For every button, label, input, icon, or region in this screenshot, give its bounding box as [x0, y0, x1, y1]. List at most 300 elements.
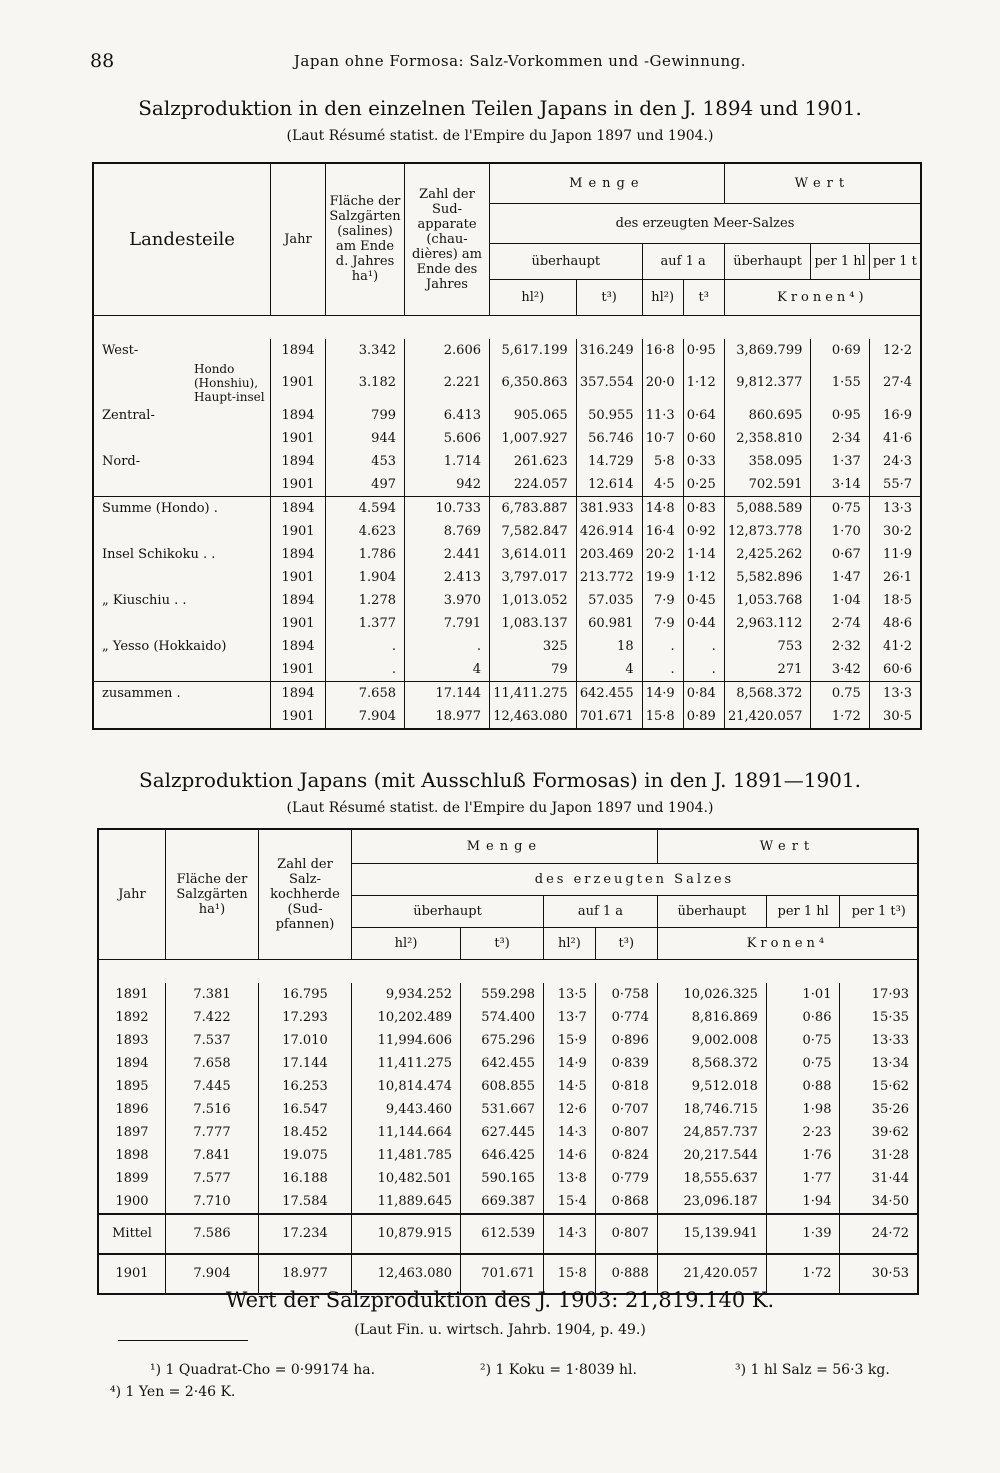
cell-t-a: 0·758	[595, 983, 657, 1006]
cell-apparatus: 2.606	[405, 339, 490, 362]
cell-per-hl: 1·98	[766, 1098, 840, 1121]
cell-apparatus: 4	[405, 658, 490, 682]
cell-per-t: 30·53	[840, 1254, 918, 1294]
cell-hl-a: 16·4	[642, 520, 683, 543]
cell-t: 56.746	[576, 427, 642, 450]
header-sudapparate: Zahl der Sudapparate (chaudières) am Ende des Jahres	[405, 163, 490, 315]
cell-hl-a: 15·4	[544, 1190, 596, 1214]
cell-hl: 11,144.664	[352, 1121, 461, 1144]
cell-per-hl: 1·47	[811, 566, 869, 589]
cell-t: 669.387	[461, 1190, 544, 1214]
cell-hl-a: 14·9	[544, 1052, 596, 1075]
row-label: Zentral-	[93, 404, 271, 427]
cell-hl: 79	[490, 658, 577, 682]
cell-value: 21,420.057	[657, 1254, 766, 1294]
cell-hl-a: .	[642, 658, 683, 682]
table-row	[98, 1098, 918, 1121]
cell-per-hl: 0·67	[811, 543, 869, 566]
cell-per-t: 35·26	[840, 1098, 918, 1121]
cell-t-a: 0·839	[595, 1052, 657, 1075]
cell-t-a: 0·44	[683, 612, 724, 635]
cell-per-hl: 1·94	[766, 1190, 840, 1214]
cell-per-t: 13·33	[840, 1029, 918, 1052]
cell-hl: 12,463.080	[490, 705, 577, 729]
unit-hl-a: hl²)	[642, 279, 683, 315]
cell-year: 1901	[271, 362, 326, 404]
cell-hl: 261.623	[490, 450, 577, 473]
cell-per-hl: 1·39	[766, 1214, 840, 1254]
cell-hl: 1,007.927	[490, 427, 577, 450]
cell-per-hl: 0·95	[811, 404, 869, 427]
cell-t-a: 0·83	[683, 496, 724, 520]
cell-hl-a: 10·7	[642, 427, 683, 450]
cell-t: 57.035	[576, 589, 642, 612]
header-wert: Wert	[724, 163, 921, 203]
cell-t: 675.296	[461, 1029, 544, 1052]
table2-title: Salzproduktion Japans (mit Ausschluß Formosas) in den J. 1891—1901.	[139, 768, 861, 792]
cell-area: 7.586	[166, 1214, 259, 1254]
cell-hl: 11,411.275	[352, 1052, 461, 1075]
cell-value: 9,512.018	[657, 1075, 766, 1098]
header-menge: Menge	[352, 829, 658, 863]
table2	[97, 828, 919, 1295]
cell-value: 12,873.778	[724, 520, 811, 543]
cell-value: 860.695	[724, 404, 811, 427]
cell-value: 9,002.008	[657, 1029, 766, 1052]
cell-value: 18,555.637	[657, 1167, 766, 1190]
row-group-label: Hondo (Honshiu), Haupt-insel	[93, 362, 271, 404]
cell-t-a: 0·60	[683, 427, 724, 450]
cell-t: 50.955	[576, 404, 642, 427]
footnote-2: ²) 1 Koku = 1·8039 hl.	[480, 1362, 637, 1378]
table2-source: (Laut Résumé statist. de l'Empire du Japon 1897 und 1904.)	[286, 800, 714, 816]
cell-hl: 7,582.847	[490, 520, 577, 543]
table-row	[93, 566, 921, 589]
cell-per-t: 17·93	[840, 983, 918, 1006]
cell-value: 8,816.869	[657, 1006, 766, 1029]
row-label: Insel Schikoku . .	[93, 543, 271, 566]
table-row	[93, 681, 921, 705]
cell-t-a: 0·779	[595, 1167, 657, 1190]
header-menge-ueberhaupt: überhaupt	[490, 243, 643, 279]
cell-hl-a: 14·3	[544, 1214, 596, 1254]
table-row	[93, 705, 921, 729]
cell-area: 799	[326, 404, 405, 427]
cell-area: 7.537	[166, 1029, 259, 1052]
cell-apparatus: 18.977	[405, 705, 490, 729]
cell-per-hl: 0·75	[766, 1052, 840, 1075]
cell-year: 1894	[271, 635, 326, 658]
cell-value: 10,026.325	[657, 983, 766, 1006]
row-label	[93, 566, 271, 589]
cell-t: 203.469	[576, 543, 642, 566]
table1-body	[93, 315, 921, 729]
cell-t-a: 0·824	[595, 1144, 657, 1167]
cell-year: 1901	[271, 473, 326, 497]
cell-t-a: 0·818	[595, 1075, 657, 1098]
cell-per-t: 30·5	[869, 705, 921, 729]
cell-t: 213.772	[576, 566, 642, 589]
table-row	[93, 404, 921, 427]
cell-year: 1901	[98, 1254, 166, 1294]
cell-per-hl: 0·69	[811, 339, 869, 362]
cell-per-t: 48·6	[869, 612, 921, 635]
cell-per-t: 16·9	[869, 404, 921, 427]
cell-apparatus: 1.714	[405, 450, 490, 473]
cell-year: 1901	[271, 658, 326, 682]
cell-t-a: 0·95	[683, 339, 724, 362]
cell-year: 1901	[271, 566, 326, 589]
cell-t-a: 0·84	[683, 681, 724, 705]
cell-t: 701.671	[461, 1254, 544, 1294]
cell-pans: 18.452	[259, 1121, 352, 1144]
header-per-t: per 1 t	[869, 243, 921, 279]
cell-per-hl: 1·76	[766, 1144, 840, 1167]
cell-area: 7.516	[166, 1098, 259, 1121]
row-label	[93, 705, 271, 729]
table-row	[93, 589, 921, 612]
cell-hl: 11,994.606	[352, 1029, 461, 1052]
cell-t: 642.455	[576, 681, 642, 705]
cell-per-hl: 2·23	[766, 1121, 840, 1144]
footnote-3: ³) 1 hl Salz = 56·3 kg.	[735, 1362, 890, 1378]
cell-t: 608.855	[461, 1075, 544, 1098]
cell-t: 357.554	[576, 362, 642, 404]
table-row	[93, 339, 921, 362]
cell-area: 1.278	[326, 589, 405, 612]
cell-per-t: 31·44	[840, 1167, 918, 1190]
cell-apparatus: 7.791	[405, 612, 490, 635]
header-menge-ueberhaupt: überhaupt	[352, 895, 544, 927]
cell-pans: 16.547	[259, 1098, 352, 1121]
cell-per-t: 13·3	[869, 496, 921, 520]
header-landesteile: Landesteile	[93, 163, 271, 315]
cell-area: 944	[326, 427, 405, 450]
cell-per-hl: 1·55	[811, 362, 869, 404]
row-label	[93, 658, 271, 682]
cell-t-a: 0·868	[595, 1190, 657, 1214]
cell-year: 1895	[98, 1075, 166, 1098]
cell-t-a: 0·707	[595, 1098, 657, 1121]
cell-apparatus: 6.413	[405, 404, 490, 427]
cell-per-t: 27·4	[869, 362, 921, 404]
row-label: Summe (Hondo) .	[93, 496, 271, 520]
cell-hl-a: 15·8	[642, 705, 683, 729]
cell-t-a: 0·888	[595, 1254, 657, 1294]
cell-year: 1894	[271, 589, 326, 612]
cell-per-t: 31·28	[840, 1144, 918, 1167]
cell-value: 15,139.941	[657, 1214, 766, 1254]
cell-t-a: 0·896	[595, 1029, 657, 1052]
cell-hl: 9,934.252	[352, 983, 461, 1006]
cell-value: 702.591	[724, 473, 811, 497]
cell-t-a: 0·45	[683, 589, 724, 612]
cell-t: 14.729	[576, 450, 642, 473]
cell-t: 316.249	[576, 339, 642, 362]
cell-value: 358.095	[724, 450, 811, 473]
cell-per-t: 11·9	[869, 543, 921, 566]
header-menge: Menge	[490, 163, 725, 203]
cell-hl: 9,443.460	[352, 1098, 461, 1121]
cell-apparatus: 2.441	[405, 543, 490, 566]
cell-area: 7.904	[326, 705, 405, 729]
cell-area: 7.422	[166, 1006, 259, 1029]
cell-value: 2,358.810	[724, 427, 811, 450]
cell-t: 627.445	[461, 1121, 544, 1144]
cell-value: 271	[724, 658, 811, 682]
table-row	[98, 1052, 918, 1075]
cell-hl-a: 13·8	[544, 1167, 596, 1190]
unit-t-a: t³)	[595, 927, 657, 959]
cell-hl: 11,889.645	[352, 1190, 461, 1214]
closing-title: Wert der Salzproduktion des J. 1903: 21,819.140 K.	[225, 1288, 775, 1312]
cell-year: 1899	[98, 1167, 166, 1190]
cell-year: 1893	[98, 1029, 166, 1052]
header-flaeche: Fläche der Salzgärten (salines) am Ende d. Jahres ha¹)	[326, 163, 405, 315]
row-label: Nord-	[93, 450, 271, 473]
cell-apparatus: 5.606	[405, 427, 490, 450]
cell-t-a: 0·89	[683, 705, 724, 729]
cell-t-a: 1·14	[683, 543, 724, 566]
cell-area: 453	[326, 450, 405, 473]
cell-per-hl: 0·75	[766, 1029, 840, 1052]
table-row	[98, 1029, 918, 1052]
cell-hl-a: 7·9	[642, 612, 683, 635]
table-row-mittel	[98, 1214, 918, 1254]
cell-value: 1,053.768	[724, 589, 811, 612]
table2-body	[98, 959, 918, 1294]
cell-area: 7.577	[166, 1167, 259, 1190]
header-produkt: des erzeugten Salzes	[352, 863, 919, 895]
cell-value: 20,217.544	[657, 1144, 766, 1167]
cell-area: 1.377	[326, 612, 405, 635]
cell-pans: 16.795	[259, 983, 352, 1006]
table-row	[93, 543, 921, 566]
cell-t: 18	[576, 635, 642, 658]
cell-per-t: 24·72	[840, 1214, 918, 1254]
header-jahr: Jahr	[271, 163, 326, 315]
cell-apparatus: 942	[405, 473, 490, 497]
cell-per-t: 34·50	[840, 1190, 918, 1214]
cell-value: 3,869.799	[724, 339, 811, 362]
cell-year: Mittel	[98, 1214, 166, 1254]
cell-hl-a: 15·9	[544, 1029, 596, 1052]
cell-hl: 12,463.080	[352, 1254, 461, 1294]
cell-t: 381.933	[576, 496, 642, 520]
cell-area: 7.841	[166, 1144, 259, 1167]
cell-value: 24,857.737	[657, 1121, 766, 1144]
cell-apparatus: 8.769	[405, 520, 490, 543]
cell-per-hl: 1·04	[811, 589, 869, 612]
cell-t-a: .	[683, 635, 724, 658]
cell-area: 4.623	[326, 520, 405, 543]
table-row	[98, 1075, 918, 1098]
cell-hl-a: 20·2	[642, 543, 683, 566]
cell-per-t: 24·3	[869, 450, 921, 473]
cell-per-t: 41·6	[869, 427, 921, 450]
footnote-rule	[118, 1340, 248, 1341]
header-wert-ueberhaupt: überhaupt	[657, 895, 766, 927]
cell-t-a: 0·92	[683, 520, 724, 543]
cell-year: 1901	[271, 705, 326, 729]
cell-pans: 17.293	[259, 1006, 352, 1029]
running-title: Japan ohne Formosa: Salz-Vorkommen und -Gewinnung.	[293, 52, 747, 70]
cell-area: 4.594	[326, 496, 405, 520]
cell-t: 612.539	[461, 1214, 544, 1254]
row-label	[93, 520, 271, 543]
cell-t: 590.165	[461, 1167, 544, 1190]
cell-pans: 17.010	[259, 1029, 352, 1052]
cell-year: 1892	[98, 1006, 166, 1029]
cell-value: 21,420.057	[724, 705, 811, 729]
cell-hl-a: 4·5	[642, 473, 683, 497]
cell-year: 1898	[98, 1144, 166, 1167]
cell-t-a: .	[683, 658, 724, 682]
unit-t-a: t³	[683, 279, 724, 315]
cell-area: 3.182	[326, 362, 405, 404]
row-label	[93, 427, 271, 450]
cell-year: 1894	[271, 496, 326, 520]
unit-kronen: Kronen⁴	[657, 927, 918, 959]
cell-area: 3.342	[326, 339, 405, 362]
cell-hl: 10,879.915	[352, 1214, 461, 1254]
table-row	[93, 362, 921, 404]
cell-area: .	[326, 635, 405, 658]
cell-hl: 1,083.137	[490, 612, 577, 635]
cell-apparatus: 10.733	[405, 496, 490, 520]
cell-t: 642.455	[461, 1052, 544, 1075]
cell-per-hl: 0·88	[766, 1075, 840, 1098]
cell-area: 7.658	[326, 681, 405, 705]
table-row	[98, 983, 918, 1006]
cell-per-hl: 1·72	[766, 1254, 840, 1294]
table-row	[98, 1144, 918, 1167]
cell-area: 7.904	[166, 1254, 259, 1294]
cell-area: .	[326, 658, 405, 682]
cell-hl-a: 15·8	[544, 1254, 596, 1294]
row-label: „ Yesso (Hokkaido)	[93, 635, 271, 658]
unit-hl: hl²)	[352, 927, 461, 959]
cell-area: 7.777	[166, 1121, 259, 1144]
cell-apparatus: 2.413	[405, 566, 490, 589]
cell-value: 8,568.372	[657, 1052, 766, 1075]
cell-pans: 18.977	[259, 1254, 352, 1294]
cell-apparatus: 2.221	[405, 362, 490, 404]
cell-per-t: 26·1	[869, 566, 921, 589]
cell-t: 12.614	[576, 473, 642, 497]
cell-year: 1894	[271, 450, 326, 473]
table-row	[93, 635, 921, 658]
cell-t-a: 1·12	[683, 362, 724, 404]
cell-per-hl: 1·01	[766, 983, 840, 1006]
table-row	[93, 496, 921, 520]
cell-pans: 16.188	[259, 1167, 352, 1190]
cell-apparatus: 3.970	[405, 589, 490, 612]
cell-hl: 3,797.017	[490, 566, 577, 589]
cell-year: 1894	[98, 1052, 166, 1075]
cell-per-hl: 3·42	[811, 658, 869, 682]
cell-t-a: 0·64	[683, 404, 724, 427]
cell-per-t: 30·2	[869, 520, 921, 543]
header-wert: Wert	[657, 829, 918, 863]
table-row	[98, 1167, 918, 1190]
cell-hl-a: 14·6	[544, 1144, 596, 1167]
cell-per-t: 60·6	[869, 658, 921, 682]
cell-per-hl: 0·86	[766, 1006, 840, 1029]
cell-hl-a: 14·5	[544, 1075, 596, 1098]
cell-per-t: 12·2	[869, 339, 921, 362]
row-label: „ Kiuschiu . .	[93, 589, 271, 612]
cell-apparatus: .	[405, 635, 490, 658]
cell-year: 1894	[271, 339, 326, 362]
closing-source: (Laut Fin. u. wirtsch. Jahrb. 1904, p. 49.)	[354, 1322, 646, 1338]
table-row	[98, 1006, 918, 1029]
header-per-t: per 1 t³)	[840, 895, 918, 927]
cell-area: 7.658	[166, 1052, 259, 1075]
cell-hl: 11,481.785	[352, 1144, 461, 1167]
unit-t: t³)	[461, 927, 544, 959]
cell-hl-a: 7·9	[642, 589, 683, 612]
cell-hl-a: 13·7	[544, 1006, 596, 1029]
cell-per-t: 13·3	[869, 681, 921, 705]
cell-hl-a: .	[642, 635, 683, 658]
table1-title: Salzproduktion in den einzelnen Teilen Japans in den J. 1894 und 1901.	[138, 96, 862, 120]
table-row	[93, 658, 921, 682]
cell-t: 4	[576, 658, 642, 682]
cell-hl-a: 20·0	[642, 362, 683, 404]
cell-per-t: 39·62	[840, 1121, 918, 1144]
table-row	[98, 1121, 918, 1144]
cell-pans: 19.075	[259, 1144, 352, 1167]
cell-t: 60.981	[576, 612, 642, 635]
cell-area: 7.445	[166, 1075, 259, 1098]
cell-hl-a: 5·8	[642, 450, 683, 473]
cell-hl: 10,482.501	[352, 1167, 461, 1190]
cell-per-hl: 1·77	[766, 1167, 840, 1190]
header-kochherde: Zahl der Salzkochherde (Sudpfannen)	[259, 829, 352, 959]
header-per-hl: per 1 hl	[811, 243, 869, 279]
table-row	[93, 612, 921, 635]
cell-hl: 10,814.474	[352, 1075, 461, 1098]
cell-hl-a: 19·9	[642, 566, 683, 589]
header-auf-1a: auf 1 a	[642, 243, 724, 279]
cell-per-t: 41·2	[869, 635, 921, 658]
cell-t: 531.667	[461, 1098, 544, 1121]
cell-per-t: 55·7	[869, 473, 921, 497]
cell-hl: 11,411.275	[490, 681, 577, 705]
cell-t: 426.914	[576, 520, 642, 543]
table-row	[93, 450, 921, 473]
cell-t-a: 0·33	[683, 450, 724, 473]
cell-pans: 16.253	[259, 1075, 352, 1098]
page-number: 88	[90, 50, 115, 72]
cell-t: 701.671	[576, 705, 642, 729]
cell-hl: 6,783.887	[490, 496, 577, 520]
cell-value: 9,812.377	[724, 362, 811, 404]
cell-hl: 1,013.052	[490, 589, 577, 612]
cell-year: 1901	[271, 520, 326, 543]
footnote-1: ¹) 1 Quadrat-Cho = 0·99174 ha.	[150, 1362, 376, 1378]
cell-per-hl: 1·72	[811, 705, 869, 729]
header-wert-ueberhaupt: überhaupt	[724, 243, 811, 279]
cell-t: 574.400	[461, 1006, 544, 1029]
header-produkt: des erzeugten Meer-Salzes	[490, 203, 922, 243]
cell-value: 5,088.589	[724, 496, 811, 520]
cell-value: 753	[724, 635, 811, 658]
cell-year: 1894	[271, 681, 326, 705]
cell-hl-a: 14·9	[642, 681, 683, 705]
cell-per-hl: 2·32	[811, 635, 869, 658]
